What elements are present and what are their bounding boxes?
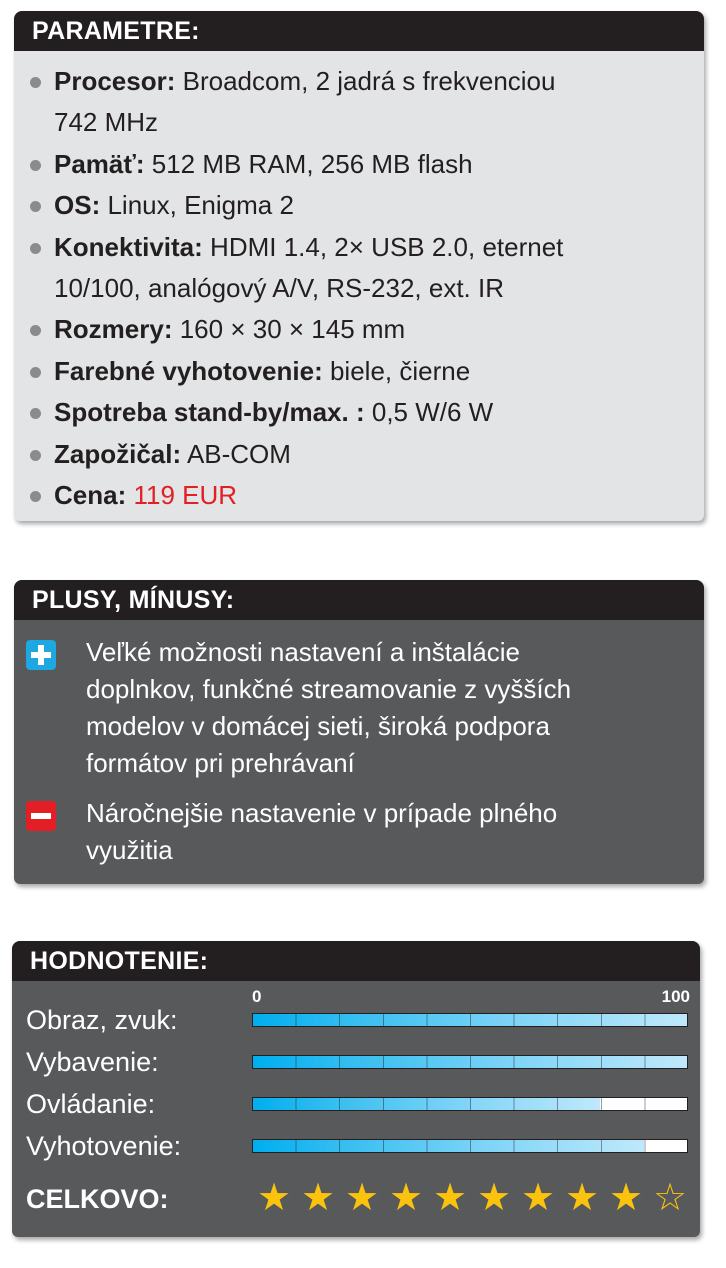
parameters-header: PARAMETRE: bbox=[14, 11, 704, 51]
param-value: HDMI 1.4, 2× USB 2.0, eternet bbox=[210, 231, 564, 262]
rating-bar bbox=[252, 1055, 688, 1069]
param-label: Farebné vyhotovenie: bbox=[54, 355, 323, 386]
bullet-icon bbox=[30, 160, 41, 171]
star-filled-icon: ★ bbox=[476, 1175, 512, 1219]
rating-row bbox=[12, 1083, 700, 1125]
rating-bar bbox=[252, 1013, 688, 1027]
rating-label: Vybavenie: bbox=[26, 1047, 159, 1077]
scale-min-label: 0 bbox=[252, 987, 262, 1006]
cons-line: Náročnejšie nastavenie v prípade plného bbox=[86, 798, 558, 828]
param-value: biele, čierne bbox=[329, 355, 471, 386]
star-filled-icon: ★ bbox=[256, 1175, 292, 1219]
param-item-color-variants bbox=[14, 351, 704, 392]
param-item-dimensions bbox=[14, 309, 704, 350]
pros-cons-header: PLUSY, MÍNUSY: bbox=[14, 580, 704, 620]
rating-box bbox=[12, 941, 700, 1237]
rating-row bbox=[12, 1041, 700, 1083]
param-label: Cena: bbox=[54, 480, 127, 511]
bullet-icon bbox=[30, 325, 41, 336]
param-label: Procesor: bbox=[54, 66, 176, 96]
bullet-icon bbox=[30, 201, 41, 212]
cons-line: využitia bbox=[86, 835, 173, 865]
rating-row bbox=[12, 999, 700, 1041]
star-filled-icon: ★ bbox=[344, 1175, 380, 1219]
overall-label: CELKOVO: bbox=[26, 1184, 169, 1214]
param-label: Zapožičal: bbox=[54, 438, 182, 469]
star-filled-icon: ★ bbox=[520, 1175, 556, 1219]
bullet-icon bbox=[30, 450, 41, 461]
param-item-lender bbox=[14, 434, 704, 475]
param-label: OS: bbox=[54, 190, 101, 221]
pros-line: doplnkov, funkčné streamovanie z vyšších bbox=[86, 674, 572, 704]
rating-bar bbox=[252, 1097, 688, 1111]
pros-text bbox=[86, 634, 686, 782]
bullet-icon bbox=[30, 408, 41, 419]
pros-line: modelov v domácej sieti, široká podpora bbox=[86, 711, 550, 741]
param-item-price bbox=[14, 475, 704, 516]
rating-label: Obraz, zvuk: bbox=[26, 1005, 178, 1035]
rating-label: Ovládanie: bbox=[26, 1089, 156, 1119]
param-item-os bbox=[14, 185, 704, 226]
param-value: 512 MB RAM, 256 MB flash bbox=[151, 148, 473, 179]
param-item-memory bbox=[14, 144, 704, 185]
parameters-list bbox=[14, 61, 704, 516]
star-filled-icon: ★ bbox=[388, 1175, 424, 1219]
param-value: 160 × 30 × 145 mm bbox=[179, 314, 406, 345]
star-filled-icon: ★ bbox=[608, 1175, 644, 1219]
rating-bar bbox=[252, 1139, 688, 1153]
plus-icon bbox=[26, 640, 56, 670]
rating-header: HODNOTENIE: bbox=[12, 941, 700, 981]
param-label: Spotreba stand-by/max. : bbox=[54, 397, 365, 428]
rating-row bbox=[12, 1125, 700, 1167]
param-value-continued: 10/100, analógový A/V, RS-232, ext. IR bbox=[54, 273, 504, 304]
param-value: Linux, Enigma 2 bbox=[107, 190, 294, 221]
star-filled-icon: ★ bbox=[300, 1175, 336, 1219]
overall-stars bbox=[252, 1177, 692, 1217]
cons-text bbox=[86, 795, 686, 869]
pros-cons-box bbox=[14, 580, 704, 884]
bullet-icon bbox=[30, 77, 41, 88]
scale-max-label: 100 bbox=[661, 987, 690, 1006]
star-filled-icon: ★ bbox=[564, 1175, 600, 1219]
param-label: Pamäť: bbox=[54, 148, 145, 179]
star-filled-icon: ★ bbox=[432, 1175, 468, 1219]
param-value-continued: 742 MHz bbox=[54, 107, 159, 138]
param-value: AB-COM bbox=[186, 438, 291, 469]
pros-line: formátov pri prehrávaní bbox=[86, 748, 355, 778]
param-label: Konektivita: bbox=[54, 231, 203, 262]
minus-icon bbox=[26, 801, 56, 831]
param-item-power-consumption bbox=[14, 392, 704, 433]
bullet-icon bbox=[30, 243, 41, 254]
param-item-processor bbox=[14, 61, 704, 144]
price-value: 119 EUR bbox=[133, 480, 238, 511]
param-value: 0,5 W/6 W bbox=[371, 397, 494, 428]
bullet-icon bbox=[30, 367, 41, 378]
bullet-icon bbox=[30, 491, 41, 502]
param-value: Broadcom, 2 jadrá s frekvenciou bbox=[182, 66, 556, 96]
rating-label: Vyhotovenie: bbox=[26, 1131, 182, 1161]
param-item-connectivity bbox=[14, 227, 704, 310]
parameters-box bbox=[14, 11, 704, 521]
pros-line: Veľké možnosti nastavení a inštalácie bbox=[86, 637, 520, 667]
param-label: Rozmery: bbox=[54, 314, 173, 345]
star-empty-icon: ☆ bbox=[652, 1175, 688, 1219]
